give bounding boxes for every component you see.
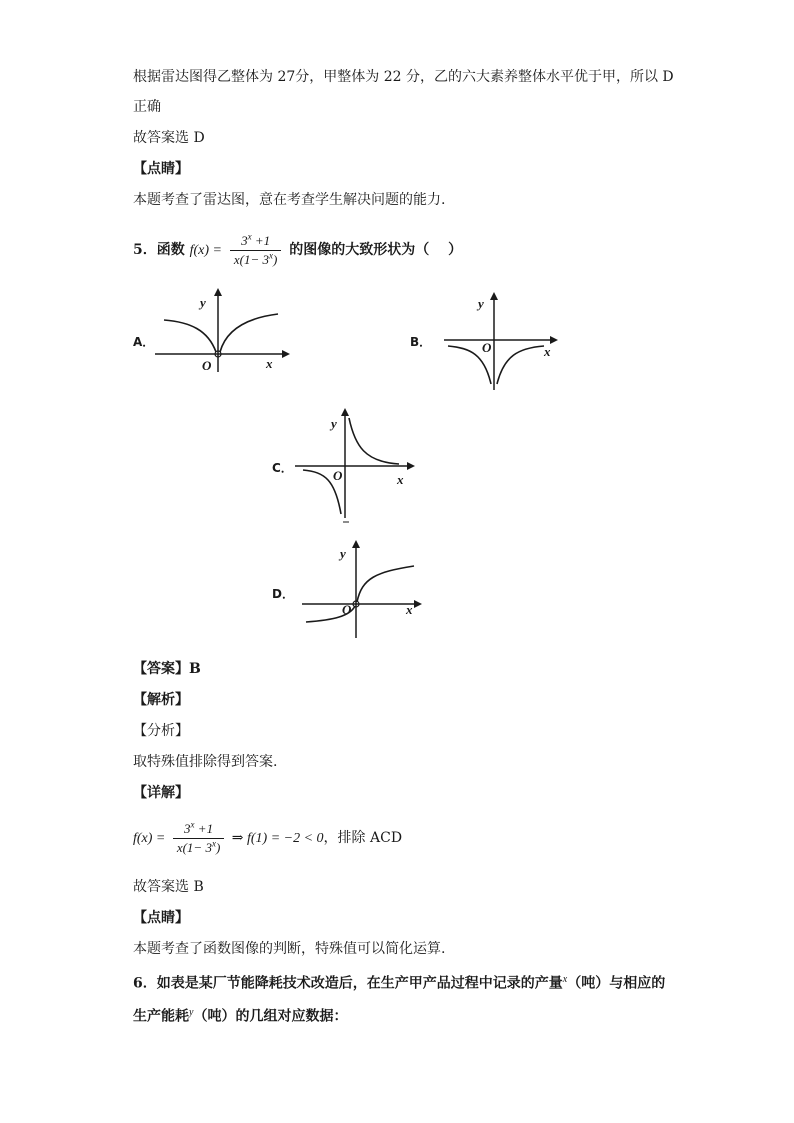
variable-x: x [562, 974, 568, 985]
fraction-numerator: $3^x +1$ [230, 233, 281, 251]
y-axis-label: y [331, 416, 337, 431]
detail-numerator: $3^x +1$ [173, 821, 224, 839]
option-a-label: A． [133, 335, 155, 349]
option-b-graph [440, 292, 560, 392]
question-number: 6． [133, 975, 157, 992]
detail-function-name: f(x) = [133, 831, 166, 846]
detail-formula [133, 820, 402, 857]
comment-tag: 【点睛】 [133, 910, 189, 926]
prev-comment: 本题考查了雷达图，意在考查学生解决问题的能力. [133, 192, 446, 208]
conclusion: 故答案选 B [133, 879, 204, 895]
option-c-graph [293, 406, 418, 524]
question-number: 5． [133, 242, 157, 258]
detail-denominator: $x(1- 3^x)$ [176, 838, 221, 855]
analysis-text: 取特殊值排除得到答案. [133, 754, 278, 770]
x-axis-label: x [544, 344, 551, 359]
comment: 本题考查了函数图像的判断，特殊值可以简化运算. [133, 941, 446, 957]
x-axis-label: x [266, 356, 273, 371]
y-axis-label: y [340, 546, 346, 561]
detail-exclusion: ，排除 ACD [323, 830, 403, 846]
question-tail: 的图像的大致形状为（ ） [289, 242, 463, 258]
y-axis-label: y [478, 296, 484, 311]
detail-tag: 【详解】 [133, 785, 189, 801]
prev-explanation-line2: 正确 [133, 99, 161, 115]
prev-conclusion: 故答案选 D [133, 130, 205, 146]
detail-implication: ⇒ f(1) = −2 < 0 [231, 831, 324, 846]
option-d-label: D． [272, 587, 294, 601]
detail-fraction [173, 821, 224, 856]
option-d-graph [300, 540, 425, 640]
prev-explanation-line1: 根据雷达图得乙整体为 27分，甲整体为 22 分，乙的六大素养整体水平优于甲，所以 D [133, 69, 674, 85]
function-name: f(x) = [189, 243, 222, 258]
x-axis-label: x [397, 472, 404, 487]
question-6-line1: 6．如表是某厂节能降耗技术改造后，在生产甲产品过程中记录的产量$^x$（吨）与相应的 [133, 974, 666, 992]
origin-label: O [482, 340, 492, 355]
question-6-line2: 生产能耗$^y$（吨）的几组对应数据： [133, 1007, 348, 1025]
prev-comment-tag: 【点睛】 [133, 161, 189, 177]
option-c-label: C． [272, 461, 293, 475]
origin-label: O [342, 602, 352, 617]
origin-label: O [333, 468, 343, 483]
variable-y: y [189, 1007, 194, 1018]
origin-label: O [202, 358, 212, 373]
function-fraction [230, 233, 281, 268]
option-a-graph [150, 290, 290, 375]
fraction-denominator: $x(1- 3^x)$ [233, 250, 278, 267]
y-axis-label: y [200, 295, 206, 310]
analysis-sub-tag: 【分析】 [133, 723, 189, 739]
option-b-label: B． [410, 335, 432, 349]
question-lead: 函数 [156, 242, 185, 258]
x-axis-label: x [406, 602, 413, 617]
analysis-tag: 【解析】 [133, 692, 189, 708]
question-5 [133, 232, 462, 269]
answer: 【答案】B [133, 661, 201, 677]
